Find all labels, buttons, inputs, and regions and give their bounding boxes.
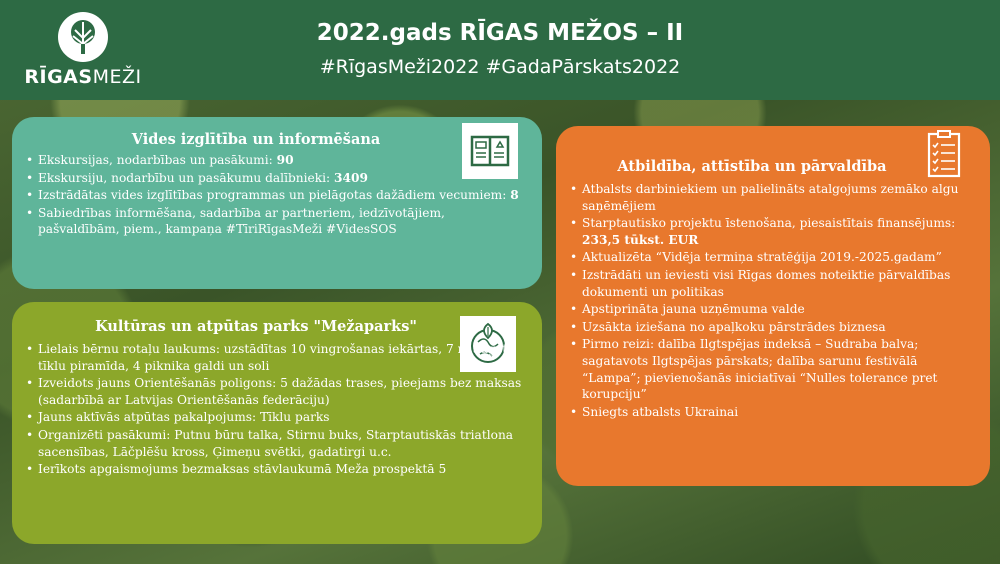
header-banner xyxy=(0,0,1000,100)
list-item: • Pirmo reizi: dalība Ilgtspējas indeksā – Sudraba balva; sagatavots Ilgtspējas pārskats; dalība sarunu festivālā “Lampa”; pievienošanās iniciatīvai “Nulles tolerance pret korupciju” xyxy=(570,336,974,402)
education-card-title: Vides izglītība un informēšana xyxy=(131,131,381,148)
list-item: • Starptautisko projektu īstenošana, piesaistītais finansējums: 233,5 tūkst. EUR xyxy=(570,215,974,248)
park-card-title: Kultūras un atpūtas parks "Mežaparks" xyxy=(95,318,417,335)
management-card-title: Atbildība, attīstība un pārvaldība xyxy=(617,158,887,175)
list-item: • Sniegts atbalsts Ukrainai xyxy=(570,404,974,421)
list-item: • Ekskursiju, nodarbību un pasākumu dalībnieki: 3409 xyxy=(26,170,526,187)
management-list xyxy=(570,181,974,420)
logo-wordmark-bold: RĪGAS xyxy=(24,66,93,88)
list-item: • Izstrādāti un ieviesti visi Rīgas domes noteiktie pārvaldības dokumenti un politikas xyxy=(570,267,974,300)
list-item: • Apstiprināta jauna uzņēmuma valde xyxy=(570,301,974,318)
list-item: • Izveidots jauns Orientēšanās poligons: 5 dažādas trases, pieejams bez maksas (sadarbībā ar Latvijas Orientēšanās federāciju) xyxy=(26,375,526,408)
park-card xyxy=(12,302,542,544)
list-item: • Izstrādātas vides izglītības programmas un pielāgotas dažādiem vecumiem: 8 xyxy=(26,187,526,204)
list-item: • Sabiedrības informēšana, sadarbība ar partneriem, iedzīvotājiem, pašvaldībām, piem., kampaņa #TīriRīgasMeži #VidesSOS xyxy=(26,205,526,238)
list-item: • Organizēti pasākumi: Putnu būru talka, Stirnu buks, Starptautiskās triatlona sacensības, Lāčplēšu kross, Ģimeņu svētki, gadatirgi u.c. xyxy=(26,427,526,460)
education-card xyxy=(12,117,542,289)
list-item: • Aktualizēta “Vidēja termiņa stratēģija 2019.-2025.gadam” xyxy=(570,249,974,266)
education-list xyxy=(26,152,526,238)
logo-wordmark-light: MEŽI xyxy=(92,66,142,88)
management-card xyxy=(556,126,990,486)
list-item: • Uzsākta iziešana no apaļkoku pārstrādes biznesa xyxy=(570,319,974,336)
page-title: 2022.gads RĪGAS MEŽOS – II xyxy=(316,20,684,46)
page-hashtags: #RīgasMeži2022 #GadaPārskats2022 xyxy=(319,56,681,78)
list-item: • Atbalsts darbiniekiem un palielināts atalgojums zemāko algu saņēmējiem xyxy=(570,181,974,214)
list-item: • Ierīkots apgaismojums bezmaksas stāvlaukumā Meža prospektā 5 xyxy=(26,461,526,478)
list-item: • Ekskursijas, nodarbības un pasākumi: 90 xyxy=(26,152,526,169)
park-list xyxy=(26,341,526,478)
checklist-icon xyxy=(920,128,968,182)
list-item: • Jauns aktīvās atpūtas pakalpojums: Tīklu parks xyxy=(26,409,526,426)
list-item: • Lielais bērnu rotaļu laukums: uzstādītas 10 vingrošanas iekārtas, 7 m augsta tīklu piramīda, 4 piknika galdi un soli xyxy=(26,341,526,374)
